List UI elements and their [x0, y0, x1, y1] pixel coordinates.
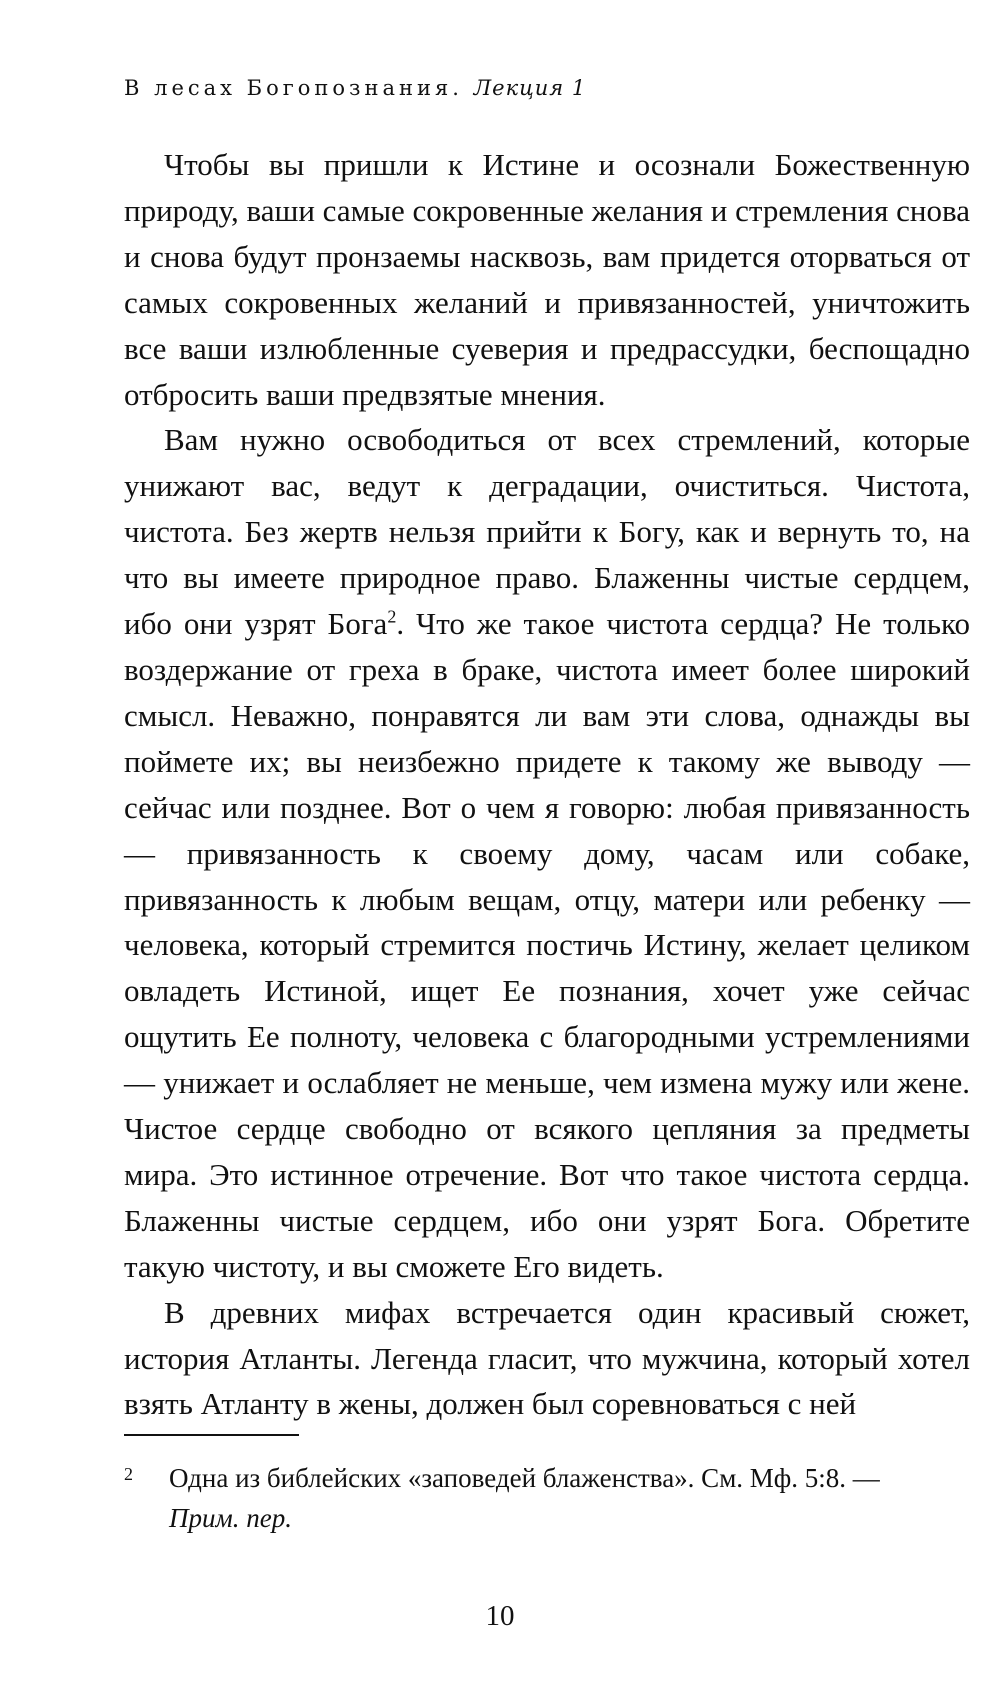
- lecture-label: Лекция 1: [473, 76, 587, 100]
- footnote-text: Одна из библейских «заповедей блаженства». См. Мф. 5:8. —: [169, 1463, 880, 1493]
- paragraph-2: [124, 417, 970, 1289]
- footnote: [124, 1458, 970, 1538]
- paragraph-2-part-a: Вам нужно освободиться от всех стремлений, которые унижают вас, ведут к деградации, очиститься. Чистота, чистота. Без жертв нельзя прийти к Богу, как и вернуть то, на что вы имеете природное право. Блаженны чистые сердцем, ибо они узрят Бога: [124, 422, 970, 642]
- paragraph-2-part-b: . Что же такое чистота сердца? Не только воздержание от греха в браке, чистота имеет более широкий смысл. Неважно, понравятся ли вам эти слова, однажды вы поймете их; вы неизбежно придете к такому же выводу — сейчас или позднее. Вот о чем я говорю: любая привязанность — привязанность к своему дому, часам или собаке, привязанность к любым вещам, отцу, матери или ребенку — человека, который стремится постичь Истину, желает целиком овладеть Истиной, ищет Ее познания, хочет уже сейчас ощутить Ее полноту, человека с благородными устремлениями — унижает и ослабляет не меньше, чем измена мужу или жене. Чистое сердце свободно от всякого цепляния за предметы мира. Это истинное отречение. Вот что такое чистота сердца. Блаженны чистые сердцем, ибо они узрят Бога. Обретите такую чистоту, и вы сможете Его видеть.: [124, 606, 970, 1284]
- footnote-number: 2: [124, 1464, 133, 1484]
- page-number: 10: [485, 1600, 515, 1632]
- footnote-reference: 2: [387, 606, 397, 627]
- paragraph-3: В древних мифах встречается один красивый сюжет, история Атланты. Легенда гласит, что мужчина, который хотел взять Атланту в жены, должен был соревноваться с ней: [124, 1294, 970, 1422]
- running-title: В лесах Богопознания.: [124, 76, 463, 100]
- running-head: [124, 76, 586, 100]
- main-text: [124, 142, 970, 1427]
- paragraph-1: Чтобы вы пришли к Истине и осознали Божественную природу, ваши самые сокровенные желания и стремления снова и снова будут пронзаемы насквозь, вам придется оторваться от самых сокровенных желаний и привязанностей, уничтожить все ваши излюбленные суеверия и предрассудки, беспощадно отбросить ваши предвзятые мнения.: [124, 147, 970, 412]
- footnote-body: [169, 1458, 970, 1538]
- footnote-translator-note: Прим. пер.: [169, 1503, 292, 1533]
- footnote-divider: [124, 1434, 299, 1436]
